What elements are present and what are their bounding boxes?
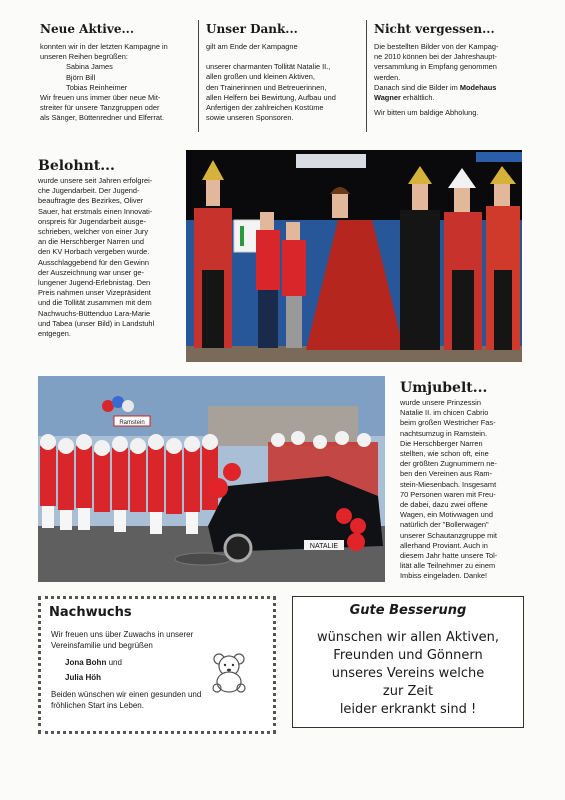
text-line: Ausschlaggebend für den Gewinn [38,257,149,267]
text-line: der Auszeichnung war unser ge- [38,267,144,277]
text-line: lität alle Teilnehmer zu einem [400,561,496,571]
heading-nachwuchs: Nachwuchs [49,605,132,620]
umjubelt-text [400,398,528,582]
award-stage-photo [186,150,522,362]
text-line: allerhand Proviant. Auch in [400,540,488,550]
nachwuchs-text: Wir freuen uns über Zuwachs in unserer Vereinsfamilie und begrüßen Jona Bohn und Julia Höh Beiden wünschen wir einen gesunden und fröhlichen Start ins Leben. [51,630,202,710]
teddy-bear-icon [209,651,249,698]
text-line: onspreis für Jugendarbeit ausge- [38,216,147,226]
list-item: Sabina James [66,62,113,72]
text-line: diesem Jahr hatte unsere Tol- [400,551,498,561]
heading-belohnt: Belohnt... [38,158,115,174]
heading-umjubelt: Umjubelt... [400,380,488,396]
text-line: den KV Horbach vergeben wurde. [38,247,150,257]
new-members-list [40,62,200,93]
text-line: Nachwuchs-Büttenduo Lara-Marie [38,308,151,318]
heading-unser-dank: Unser Dank... [206,22,298,36]
nicht-vergessen-text: Die bestellten Bilder von der Kampag- ne 2010 können bei der Jahreshaupt- versammlung in Empfang genommen werden. Danach sind die Bilder im Modehaus Wagner erhältlich. Wir bitten um baldige Abholung. [374,42,499,118]
text-line: zur Zeit [382,684,434,699]
text-line: Imbiss eingeladen. Danke! [400,571,488,581]
text-line: wurde unsere seit Jahren erfolgrei- [38,176,153,185]
text-line: wurde unsere Prinzessin [400,398,481,407]
text-line: unserer Schautanzgruppe mit [400,530,497,540]
gute-besserung-box [292,596,524,728]
text-line: Natalie II. im chicen Cabrio [400,408,489,418]
text-line: che Jugendarbeit. Der Jugend- [38,186,140,196]
text-line: leider erkrankt sind ! [339,702,477,717]
text-line: der größten Zugnummern ne- [400,459,497,469]
list-item: Tobias Reinheimer [66,82,128,92]
license-plate-text: NATALIE [309,543,339,550]
text-line: beim großen Westricher Fas- [400,418,496,428]
text-line: unseres Vereins welche [331,666,485,681]
text-line: natürlich der "Bollerwagen" [400,520,489,530]
text-line: an die Herschberger Narren und [38,237,144,247]
text-line: lungener Jugend-Erlebnistag. Den [38,278,151,288]
text-line: Wagen, ein Motivwagen und [400,510,493,520]
gute-besserung-text [293,629,523,719]
text-line: stein-Miesenbach. Insgesamt [400,479,497,489]
text-line: beauftragte des Bezirkes, Oliver [38,196,144,206]
text-line: Freunden und Gönnern [333,648,483,663]
parade-cabrio-photo [38,376,385,582]
heading-nicht-vergessen: Nicht vergessen... [374,22,495,36]
text-line: und Tabea (unser Bild) in Landstuhl [38,318,155,328]
heading-gute-besserung: Gute Besserung [349,603,467,618]
nachwuchs-box [38,596,276,734]
text-line: und die Tollität zusammen mit dem [38,298,152,308]
column-divider [198,20,199,132]
text-line: wünschen wir allen Aktiven, [316,630,500,645]
belohnt-text [38,176,178,339]
text-line: Sauer, hat erstmals einen Innovati- [38,206,153,216]
list-item: Björn Bill [66,72,96,82]
text-line: 70 Personen waren mit Freu- [400,489,496,499]
unser-dank-text: gilt am Ende der Kampagne unserer charmanten Tollität Natalie II., allen großen und kleinen Aktiven, den Trainerinnen und Betreuerinnen, allen Helfern bei Bewirtung, Aufbau und Anfertigen der zahlreichen Kostüme sowie unseren Sponsoren. [206,42,336,123]
text-line: nachtsumzug in Ramstein. [400,428,488,438]
neue-aktive-text: konnten wir in der letzten Kampagne in unseren Reihen begrüßen: Sabina James Björn Bill Tobias Reinheimer Wir freuen uns immer über neue Mit- streiter für unsere Tanzgruppen oder als Sänger, Büttenredner und Elferrat. [40,42,200,124]
column-divider [366,20,367,132]
heading-neue-aktive: Neue Aktive... [40,22,135,36]
text-line: Preis nahmen unser Vizepräsident [38,288,151,298]
text-line: de dabei, dazu zwei offene [400,500,488,510]
text-line: ben den Vereinen aus Ram- [400,469,493,479]
text-line: Die Herschberger Narren [400,438,483,448]
text-line: stellten, wie schon oft, eine [400,449,489,459]
text-line: schrieben, welcher von einer Jury [38,227,149,237]
parade-sign-text: Ramstein [119,420,145,426]
text-line: entgegen. [38,329,71,339]
